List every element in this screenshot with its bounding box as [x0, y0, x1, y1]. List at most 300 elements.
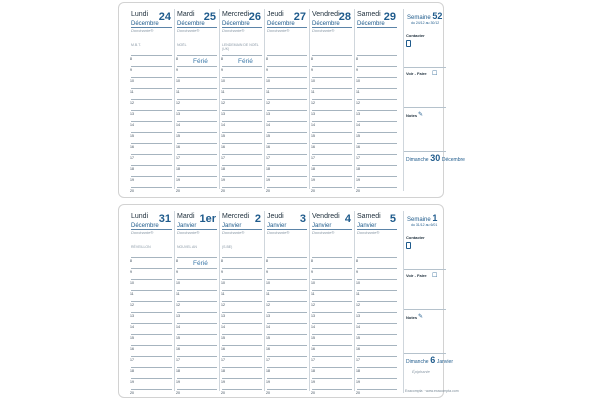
hour-line[interactable] — [357, 99, 397, 100]
hour-label: 12 — [311, 303, 315, 307]
hour-line[interactable] — [177, 66, 217, 67]
hour-label: 13 — [311, 112, 315, 116]
hour-line[interactable] — [267, 345, 307, 346]
hour-line[interactable] — [267, 334, 307, 335]
hour-line[interactable] — [177, 143, 217, 144]
hour-line[interactable] — [312, 165, 352, 166]
hour-label: 16 — [130, 145, 134, 149]
hour-line[interactable] — [267, 389, 307, 390]
hour-line[interactable] — [222, 121, 262, 122]
hour-line[interactable] — [222, 77, 262, 78]
checkbox-icon: ☐ — [432, 273, 438, 279]
hour-line[interactable] — [131, 154, 172, 155]
hour-label: 8 — [356, 259, 358, 263]
phone-icon — [406, 242, 411, 249]
hour-line[interactable] — [312, 154, 352, 155]
hour-line[interactable] — [267, 99, 307, 100]
day-name: Vendredi — [312, 11, 340, 18]
hour-line[interactable] — [131, 334, 172, 335]
pencil-icon: ✎ — [418, 314, 424, 320]
hour-label: 17 — [130, 156, 134, 160]
day-note: NOËL — [177, 43, 187, 47]
hour-label: 19 — [266, 178, 270, 182]
hour-line[interactable] — [177, 165, 217, 166]
hour-label: 8 — [176, 259, 178, 263]
hour-label: 19 — [221, 380, 225, 384]
hour-label: 14 — [311, 123, 315, 127]
hour-line[interactable] — [357, 334, 397, 335]
header-divider — [357, 229, 397, 230]
hour-line[interactable] — [177, 301, 217, 302]
hour-label: 16 — [266, 347, 270, 351]
hour-label: 11 — [176, 292, 180, 296]
day-column — [264, 211, 309, 395]
hour-line[interactable] — [267, 279, 307, 280]
hour-line[interactable] — [177, 55, 217, 56]
hour-label: 14 — [356, 123, 360, 127]
hour-label: 11 — [130, 292, 134, 296]
hour-line[interactable] — [131, 290, 172, 291]
hour-line[interactable] — [312, 77, 352, 78]
hour-line[interactable] — [357, 154, 397, 155]
hour-line[interactable] — [357, 290, 397, 291]
hour-label: 17 — [221, 358, 225, 362]
hour-label: 11 — [356, 90, 360, 94]
hour-line[interactable] — [357, 312, 397, 313]
hour-line[interactable] — [177, 257, 217, 258]
hour-label: 10 — [176, 79, 180, 83]
week-range: du 24/12 au 30/12 — [411, 21, 440, 25]
hour-line[interactable] — [222, 99, 262, 100]
hour-label: 13 — [311, 314, 315, 318]
day-number: 2 — [254, 213, 261, 225]
header-divider — [177, 27, 217, 28]
day-name: Jeudi — [267, 11, 284, 18]
dimanche-header: Dimanche 6 Janvier — [406, 355, 453, 365]
hour-line[interactable] — [312, 389, 352, 390]
hour-label: 13 — [130, 314, 134, 318]
week-sidebar — [403, 9, 465, 191]
day-column — [309, 211, 354, 395]
hour-line[interactable] — [131, 356, 172, 357]
hour-label: 20 — [130, 189, 134, 193]
day-note: (S.BE) — [222, 245, 233, 249]
hour-label: 13 — [266, 112, 270, 116]
hour-line[interactable] — [131, 176, 172, 177]
hour-label: 19 — [311, 178, 315, 182]
hour-label: 9 — [176, 68, 178, 72]
hour-label: 15 — [311, 134, 315, 138]
hour-line[interactable] — [357, 378, 397, 379]
hour-label: 11 — [356, 292, 360, 296]
hour-line[interactable] — [267, 323, 307, 324]
hour-line[interactable] — [177, 77, 217, 78]
hour-line[interactable] — [177, 121, 217, 122]
hour-line[interactable] — [267, 187, 307, 188]
hour-line[interactable] — [222, 279, 262, 280]
hour-line[interactable] — [357, 176, 397, 177]
hour-label: 18 — [266, 369, 270, 373]
hour-label: 9 — [176, 270, 178, 274]
hour-line[interactable] — [312, 143, 352, 144]
day-name: Mardi — [177, 11, 195, 18]
holiday-label: Férié — [238, 58, 253, 65]
voir-faire-label: Voir - Faire — [406, 273, 427, 278]
week-sidebar — [403, 211, 453, 393]
hour-line[interactable] — [131, 301, 172, 302]
hour-label: 19 — [176, 380, 180, 384]
hour-line[interactable] — [312, 279, 352, 280]
day-column — [264, 9, 309, 193]
hour-line[interactable] — [222, 55, 262, 56]
day-name: Jeudi — [267, 213, 284, 220]
day-number: 24 — [158, 11, 171, 23]
hour-label: 18 — [176, 369, 180, 373]
hour-line[interactable] — [131, 88, 172, 89]
hour-label: 14 — [311, 325, 315, 329]
hour-label: 14 — [221, 325, 225, 329]
hour-line[interactable] — [312, 301, 352, 302]
hour-line[interactable] — [177, 356, 217, 357]
hour-label: 17 — [130, 358, 134, 362]
hour-line[interactable] — [267, 88, 307, 89]
hour-line[interactable] — [222, 187, 262, 188]
days-grid — [129, 211, 399, 395]
hour-line[interactable] — [267, 132, 307, 133]
hour-label: 15 — [266, 134, 270, 138]
hour-line[interactable] — [357, 323, 397, 324]
hour-line[interactable] — [222, 132, 262, 133]
hour-line[interactable] — [177, 132, 217, 133]
hour-label: 13 — [176, 314, 180, 318]
hour-label: 14 — [266, 325, 270, 329]
hour-line[interactable] — [312, 356, 352, 357]
week-number: Semaine 52 — [407, 11, 443, 21]
hour-label: 8 — [356, 57, 358, 61]
hour-label: 17 — [356, 156, 360, 160]
hour-line[interactable] — [177, 378, 217, 379]
day-note: RÉVEILLON — [131, 245, 151, 249]
hour-line[interactable] — [177, 279, 217, 280]
hour-line[interactable] — [222, 345, 262, 346]
hour-line[interactable] — [312, 257, 352, 258]
hour-label: 20 — [311, 391, 315, 395]
hour-line[interactable] — [267, 301, 307, 302]
hour-line[interactable] — [357, 132, 397, 133]
hour-line[interactable] — [131, 165, 172, 166]
hour-label: 13 — [221, 112, 225, 116]
hour-line[interactable] — [312, 378, 352, 379]
hour-line[interactable] — [312, 323, 352, 324]
header-divider — [357, 27, 397, 28]
hour-line[interactable] — [222, 356, 262, 357]
header-divider — [222, 27, 262, 28]
hour-line[interactable] — [357, 268, 397, 269]
hour-line[interactable] — [357, 345, 397, 346]
hour-line[interactable] — [177, 88, 217, 89]
month-name: Décembre — [131, 223, 159, 229]
hour-line[interactable] — [267, 154, 307, 155]
day-column — [354, 211, 399, 395]
hour-line[interactable] — [357, 367, 397, 368]
hour-line[interactable] — [357, 66, 397, 67]
hour-line[interactable] — [177, 290, 217, 291]
hour-line[interactable] — [222, 367, 262, 368]
hour-label: 10 — [176, 281, 180, 285]
hour-label: 18 — [176, 167, 180, 171]
month-name: Décembre — [222, 21, 250, 27]
hour-line[interactable] — [312, 312, 352, 313]
hour-line[interactable] — [131, 132, 172, 133]
hour-line[interactable] — [131, 268, 172, 269]
hour-label: 8 — [266, 57, 268, 61]
week-range: du 31/12 au 6/01 — [411, 223, 438, 227]
hour-line[interactable] — [177, 99, 217, 100]
hour-line[interactable] — [267, 312, 307, 313]
hour-line[interactable] — [222, 154, 262, 155]
hour-label: 11 — [311, 292, 315, 296]
hour-line[interactable] — [131, 55, 172, 56]
day-name: Mercredi — [222, 213, 250, 220]
hour-line[interactable] — [312, 176, 352, 177]
hour-label: 14 — [266, 123, 270, 127]
hour-line[interactable] — [131, 279, 172, 280]
hour-line[interactable] — [312, 99, 352, 100]
hour-line[interactable] — [357, 143, 397, 144]
hour-line[interactable] — [267, 165, 307, 166]
hour-line[interactable] — [177, 367, 217, 368]
saint-name: Dominante® — [131, 28, 154, 33]
hour-line[interactable] — [222, 301, 262, 302]
hour-line[interactable] — [357, 257, 397, 258]
hour-line[interactable] — [177, 323, 217, 324]
hour-label: 15 — [266, 336, 270, 340]
hour-label: 9 — [221, 270, 223, 274]
hour-line[interactable] — [267, 378, 307, 379]
hour-label: 18 — [356, 167, 360, 171]
hour-line[interactable] — [357, 77, 397, 78]
hour-label: 17 — [356, 358, 360, 362]
holiday-label: Férié — [193, 58, 208, 65]
hour-line[interactable] — [131, 121, 172, 122]
hour-label: 20 — [221, 189, 225, 193]
hour-label: 10 — [221, 281, 225, 285]
hour-line[interactable] — [131, 257, 172, 258]
hour-label: 16 — [221, 145, 225, 149]
hour-line[interactable] — [131, 143, 172, 144]
hour-label: 14 — [176, 325, 180, 329]
hour-line[interactable] — [357, 110, 397, 111]
hour-label: 15 — [176, 134, 180, 138]
hour-line[interactable] — [131, 345, 172, 346]
hour-line[interactable] — [357, 121, 397, 122]
day-number: 5 — [389, 213, 396, 225]
hour-label: 9 — [356, 68, 358, 72]
hour-line[interactable] — [177, 110, 217, 111]
day-column — [129, 211, 174, 395]
header-divider — [222, 229, 262, 230]
hour-label: 14 — [221, 123, 225, 127]
hour-label: 13 — [176, 112, 180, 116]
week-page-52 — [118, 2, 465, 198]
hour-line[interactable] — [222, 143, 262, 144]
hour-line[interactable] — [267, 77, 307, 78]
hour-line[interactable] — [357, 301, 397, 302]
hour-line[interactable] — [131, 378, 172, 379]
hour-line[interactable] — [222, 378, 262, 379]
hour-label: 13 — [356, 112, 360, 116]
hour-label: 17 — [176, 358, 180, 362]
day-name: Vendredi — [312, 213, 340, 220]
day-number: 25 — [203, 11, 216, 23]
month-name: Décembre — [177, 21, 205, 27]
hour-line[interactable] — [357, 165, 397, 166]
hour-line[interactable] — [312, 110, 352, 111]
hour-label: 20 — [176, 391, 180, 395]
hour-line[interactable] — [312, 268, 352, 269]
hour-label: 9 — [266, 270, 268, 274]
hour-label: 19 — [311, 380, 315, 384]
hour-line[interactable] — [312, 132, 352, 133]
hour-line[interactable] — [222, 88, 262, 89]
dimanche-header: Dimanche 30 Décembre — [406, 153, 465, 163]
hour-line[interactable] — [177, 268, 217, 269]
hour-label: 10 — [311, 281, 315, 285]
hour-line[interactable] — [312, 290, 352, 291]
hour-label: 17 — [266, 156, 270, 160]
hour-line[interactable] — [177, 154, 217, 155]
hour-label: 19 — [221, 178, 225, 182]
day-number: 29 — [383, 11, 396, 23]
hour-line[interactable] — [312, 367, 352, 368]
hour-line[interactable] — [131, 110, 172, 111]
hour-label: 18 — [356, 369, 360, 373]
hour-line[interactable] — [222, 268, 262, 269]
day-column — [174, 9, 219, 193]
notes-label: Notes — [406, 315, 418, 320]
hour-line[interactable] — [131, 77, 172, 78]
hour-label: 16 — [221, 347, 225, 351]
hour-line[interactable] — [267, 356, 307, 357]
contacter-label: Contacter — [406, 235, 425, 240]
hour-line[interactable] — [357, 389, 397, 390]
hour-line[interactable] — [222, 334, 262, 335]
hour-line[interactable] — [177, 176, 217, 177]
saint-name: Dominante® — [357, 230, 380, 235]
hour-line[interactable] — [312, 55, 352, 56]
hour-line[interactable] — [131, 367, 172, 368]
hour-label: 15 — [311, 336, 315, 340]
hour-line[interactable] — [312, 334, 352, 335]
hour-label: 11 — [176, 90, 180, 94]
hour-label: 16 — [130, 347, 134, 351]
hour-label: 16 — [356, 145, 360, 149]
hour-line[interactable] — [131, 389, 172, 390]
hour-label: 10 — [266, 281, 270, 285]
hour-line[interactable] — [222, 165, 262, 166]
hour-line[interactable] — [357, 55, 397, 56]
hour-label: 14 — [130, 325, 134, 329]
hour-line[interactable] — [131, 187, 172, 188]
hour-line[interactable] — [267, 55, 307, 56]
hour-line[interactable] — [267, 110, 307, 111]
hour-line[interactable] — [222, 323, 262, 324]
hour-label: 10 — [130, 281, 134, 285]
day-number: 28 — [338, 11, 351, 23]
hour-label: 19 — [356, 380, 360, 384]
hour-line[interactable] — [222, 66, 262, 67]
saint-name: Dominante® — [312, 28, 335, 33]
day-name: Samedi — [357, 11, 381, 18]
hour-line[interactable] — [267, 290, 307, 291]
hour-label: 15 — [176, 336, 180, 340]
notes-label: Notes — [406, 113, 418, 118]
hour-line[interactable] — [357, 187, 397, 188]
hour-line[interactable] — [357, 88, 397, 89]
dimanche-saint: Épiphanie — [412, 369, 430, 374]
hour-line[interactable] — [131, 99, 172, 100]
day-name: Mercredi — [222, 11, 250, 18]
hour-label: 10 — [356, 79, 360, 83]
hour-line[interactable] — [312, 66, 352, 67]
day-number: 26 — [248, 11, 261, 23]
hour-line[interactable] — [177, 389, 217, 390]
hour-line[interactable] — [312, 121, 352, 122]
hour-line[interactable] — [267, 121, 307, 122]
hour-line[interactable] — [222, 312, 262, 313]
hour-label: 16 — [176, 347, 180, 351]
hour-line[interactable] — [357, 279, 397, 280]
hour-line[interactable] — [177, 345, 217, 346]
hour-line[interactable] — [177, 334, 217, 335]
hour-label: 17 — [221, 156, 225, 160]
divider — [404, 67, 446, 68]
phone-icon — [406, 40, 411, 47]
hour-label: 8 — [311, 57, 313, 61]
hour-line[interactable] — [267, 367, 307, 368]
hour-line[interactable] — [357, 356, 397, 357]
hour-label: 12 — [221, 303, 225, 307]
saint-name: Dominante® — [177, 28, 200, 33]
day-note: M.B.T. — [131, 43, 141, 47]
hour-line[interactable] — [131, 312, 172, 313]
hour-line[interactable] — [267, 143, 307, 144]
hour-line[interactable] — [312, 345, 352, 346]
hour-label: 18 — [130, 369, 134, 373]
hour-line[interactable] — [267, 66, 307, 67]
hour-line[interactable] — [312, 88, 352, 89]
hour-line[interactable] — [267, 176, 307, 177]
hour-line[interactable] — [131, 323, 172, 324]
month-name: Janvier — [222, 223, 242, 229]
hour-line[interactable] — [222, 389, 262, 390]
hour-line[interactable] — [222, 176, 262, 177]
hour-line[interactable] — [222, 290, 262, 291]
hour-line[interactable] — [222, 257, 262, 258]
hour-line[interactable] — [267, 268, 307, 269]
header-divider — [177, 229, 217, 230]
hour-line[interactable] — [177, 312, 217, 313]
hour-label: 16 — [311, 347, 315, 351]
hour-label: 17 — [266, 358, 270, 362]
publisher-footer: Exacompta · www.exacompta.com — [405, 389, 459, 393]
hour-label: 11 — [266, 292, 270, 296]
hour-line[interactable] — [177, 187, 217, 188]
hour-line[interactable] — [267, 257, 307, 258]
hour-line[interactable] — [131, 66, 172, 67]
hour-line[interactable] — [312, 187, 352, 188]
hour-line[interactable] — [222, 110, 262, 111]
